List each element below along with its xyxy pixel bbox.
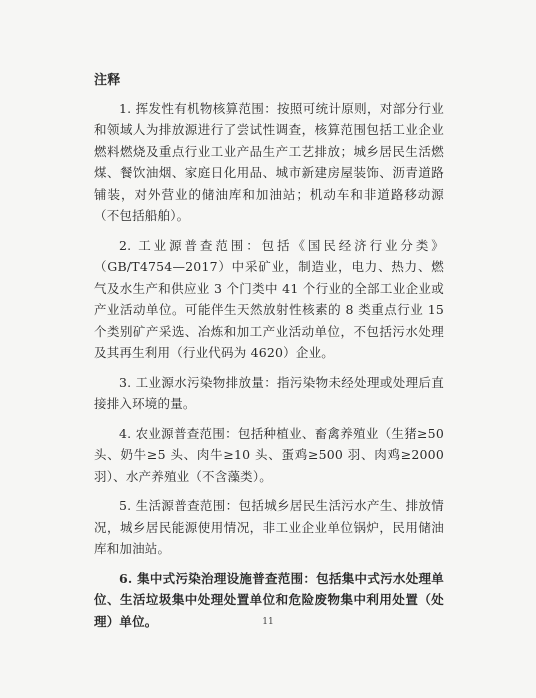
note-6: 6. 集中式污染治理设施普查范围：包括集中式污水处理单位、生活垃圾集中处理处置单位和危险废物集中利用处置（处理）单位。 — [94, 570, 444, 629]
document-body — [94, 70, 444, 640]
note-4: 4. 农业源普查范围：包括种植业、畜禽养殖业（生猪≥50 头、奶牛≥5 头、肉牛≥10 头、蛋鸡≥500 羽、肉鸡≥2000 羽）、水产养殖业（不含藻类）。 — [94, 425, 444, 484]
page-number: 11 — [262, 617, 274, 627]
note-1: 1. 挥发性有机物核算范围：按照可统计原则，对部分行业和领域人为排放源进行了尝试性调查，核算范围包括工业企业燃料燃烧及重点行业工业产品生产工艺排放；城乡居民生活燃煤、餐饮油烟、家庭日化用品、城市新建房屋装饰、沥青道路铺装，对外营业的储油库和加油站；机动车和非道路移动源（不包括船舶）。 — [94, 100, 444, 223]
note-3: 3. 工业源水污染物排放量：指污染物未经处理或处理后直接排入环境的量。 — [94, 374, 444, 411]
notes-heading: 注释 — [94, 73, 121, 88]
note-5: 5. 生活源普查范围：包括城乡居民生活污水产生、排放情况，城乡居民能源使用情况，非工业企业单位锅炉，民用储油库和加油站。 — [94, 498, 444, 556]
note-2: 2. 工业源普查范围：包括《国民经济行业分类》（GB/T4754—2017）中采矿业，制造业，电力、热力、燃气及水生产和供应业 3 个门类中 41 个行业的全部工业企业或产业活动单位。可能伴生天然放射性核素的 8 类重点行业 15 个类别矿产采选、冶炼和加工产业活动单位，不包括污水处理及其再生利用（行业代码为 4620）企业。 — [94, 237, 444, 360]
